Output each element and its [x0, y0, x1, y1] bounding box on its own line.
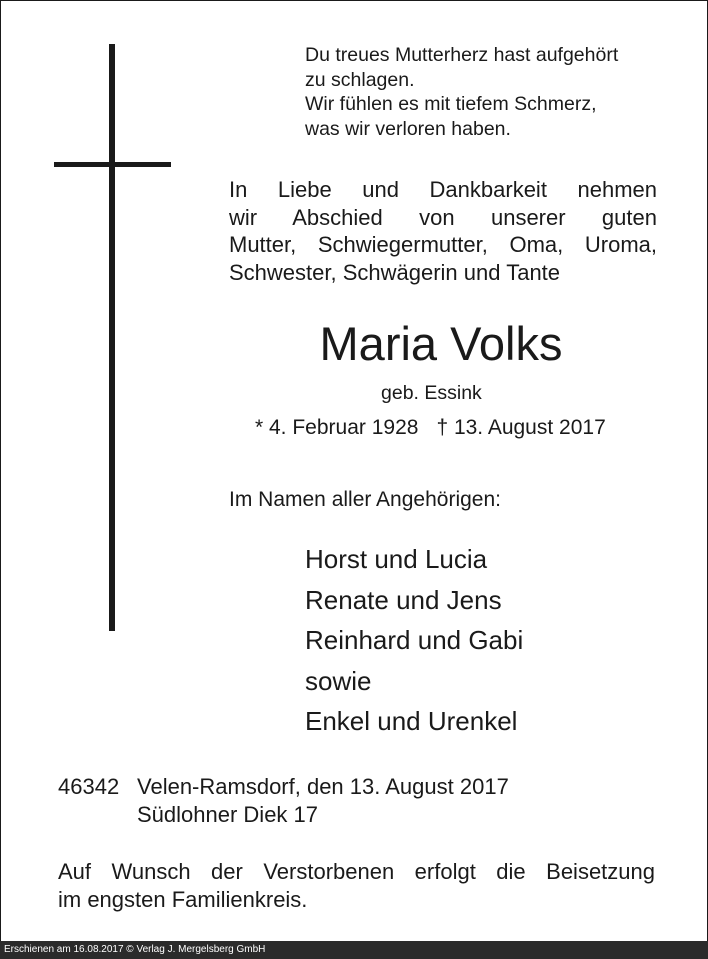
poem-verse [305, 43, 618, 141]
intro-line: wir Abschied von unserer guten [229, 204, 657, 230]
mourner-entry: Renate und Jens [305, 584, 502, 615]
intro-line: In Liebe und Dankbarkeit nehmen [229, 177, 657, 202]
poem-line: zu schlagen. [305, 68, 415, 91]
on-behalf-heading: Im Namen aller Angehörigen: [229, 488, 501, 511]
birth-name: geb. Essink [381, 382, 482, 404]
closing-line: im engsten Familienkreis. [58, 886, 308, 912]
cross-horizontal-beam [54, 162, 171, 167]
mourner-entry: Horst und Lucia [305, 544, 488, 574]
intro-line: Mutter, Schwiegermutter, Oma, Uroma, [229, 232, 657, 258]
closing-line: Auf Wunsch der Verstorbenen erfolgt die Beisetzung [58, 859, 655, 884]
birth-date: * 4. Februar 1928 [255, 416, 419, 439]
mourner-entry: Reinhard und Gabi [305, 625, 524, 655]
mourners-list [305, 539, 523, 742]
closing-note [58, 858, 655, 913]
mourner-entry: sowie [305, 665, 372, 696]
poem-line: was wir verloren haben. [305, 117, 511, 140]
poem-line: Du treues Mutterherz hast aufgehört [305, 44, 619, 66]
mourner-entry: Enkel und Urenkel [305, 706, 518, 736]
postal-code: 46342 [58, 774, 120, 799]
death-date: † 13. August 2017 [436, 416, 606, 439]
deceased-name: Maria Volks [319, 317, 563, 370]
intro-paragraph [229, 176, 657, 286]
city-date: Velen-Ramsdorf, den 13. August 2017 [137, 774, 509, 799]
poem-line: Wir fühlen es mit tiefem Schmerz, [305, 93, 597, 115]
life-dates [255, 414, 624, 441]
address-block [137, 773, 509, 828]
intro-line: Schwester, Schwägerin und Tante [229, 259, 561, 285]
publication-footer: Erschienen am 16.08.2017 © Verlag J. Mergelsberg GmbH [0, 941, 708, 959]
street-address: Südlohner Diek 17 [137, 801, 319, 827]
